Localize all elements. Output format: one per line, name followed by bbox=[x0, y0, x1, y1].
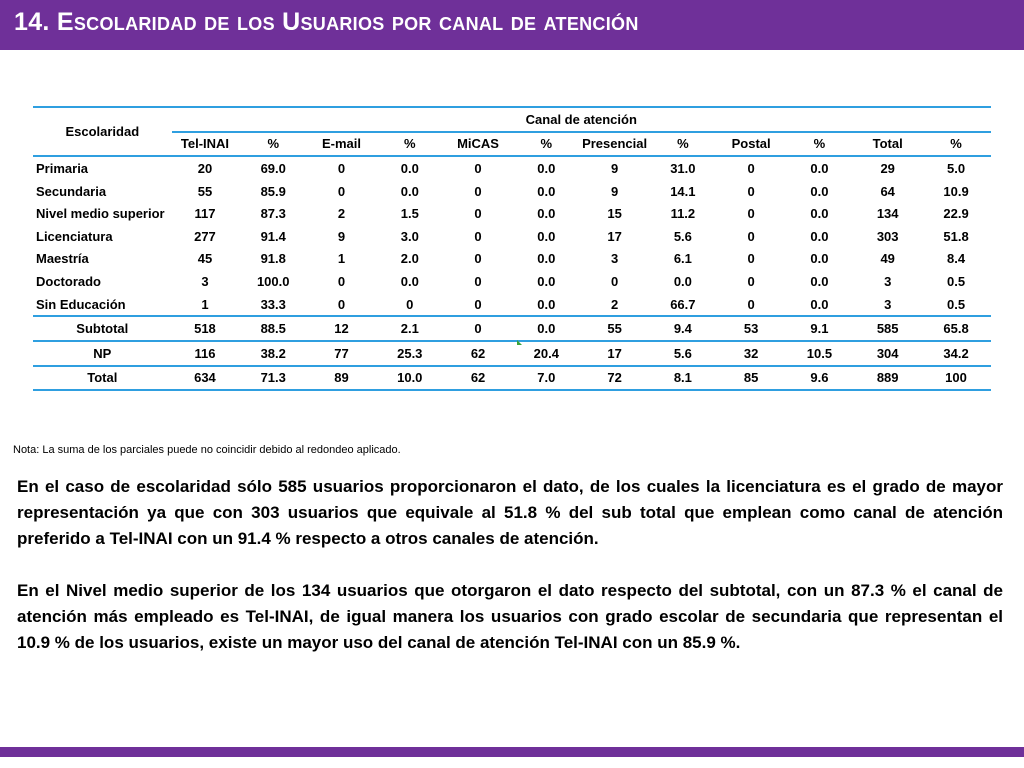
column-header: Postal bbox=[731, 136, 771, 152]
cell: 0 bbox=[337, 273, 346, 289]
cell: 0 bbox=[474, 160, 482, 176]
cell: 5.6 bbox=[673, 345, 692, 361]
table-row-np bbox=[33, 341, 991, 366]
table-row bbox=[33, 248, 991, 271]
cell: 0 bbox=[474, 321, 482, 337]
footer-bar bbox=[0, 747, 1024, 757]
slide-title: 14. Escolaridad de los Usuarios por canal de atención bbox=[14, 8, 639, 36]
cell: 62 bbox=[470, 370, 486, 386]
cell: 0 bbox=[747, 273, 755, 289]
cell: 0 bbox=[747, 160, 755, 176]
cell: 100 bbox=[945, 370, 967, 386]
cell: 17 bbox=[607, 228, 622, 244]
column-header: % bbox=[403, 136, 416, 152]
cell: 55 bbox=[197, 183, 213, 199]
cell: 53 bbox=[743, 321, 759, 337]
cell: 0 bbox=[610, 273, 619, 289]
cell: 38.2 bbox=[260, 345, 286, 361]
column-header: % bbox=[813, 136, 826, 152]
cell: 0 bbox=[337, 160, 346, 176]
table-row bbox=[33, 270, 991, 293]
row-label: Maestría bbox=[36, 251, 89, 267]
cell: 33.3 bbox=[260, 296, 286, 312]
cell: 0 bbox=[474, 273, 482, 289]
cell: 0 bbox=[474, 251, 482, 267]
cell: 9 bbox=[610, 183, 619, 199]
cell: 20 bbox=[197, 160, 213, 176]
cell: 0.0 bbox=[537, 296, 556, 312]
cell: 65.8 bbox=[943, 321, 969, 337]
cell: 9.6 bbox=[810, 370, 829, 386]
cell: 0.0 bbox=[537, 273, 556, 289]
cell: 14.1 bbox=[670, 183, 696, 199]
row-header: Escolaridad bbox=[33, 107, 172, 156]
cell: 0 bbox=[747, 251, 755, 267]
table-row bbox=[33, 180, 991, 203]
cell: 20.4 bbox=[533, 345, 559, 361]
table-row-subtotal bbox=[33, 316, 991, 341]
cell: 45 bbox=[197, 251, 213, 267]
table-row bbox=[33, 225, 991, 248]
row-label: NP bbox=[93, 345, 112, 361]
cell: 29 bbox=[880, 160, 895, 176]
cell: 3 bbox=[610, 251, 619, 267]
cell: 0.0 bbox=[810, 228, 829, 244]
paragraph: En el Nivel medio superior de los 134 usuarios que otorgaron el dato respecto del subtotal, con un 87.3 % el canal de atención más empleado es Tel-INAI, de igual manera los usuarios con grado escolar de secundaria que representan el 10.9 % de los usuarios, existe un mayor uso del canal de atención Tel-INAI con un 85.9 %. bbox=[17, 581, 1003, 652]
cell: 3 bbox=[884, 273, 892, 289]
cell: 64 bbox=[880, 183, 895, 199]
cell: 91.8 bbox=[260, 251, 286, 267]
cell: 0.0 bbox=[400, 183, 419, 199]
row-label: Primaria bbox=[36, 160, 89, 176]
cell: 1.5 bbox=[400, 206, 419, 222]
cell: 0.0 bbox=[537, 160, 556, 176]
cell: 88.5 bbox=[260, 321, 286, 337]
cell: 32 bbox=[743, 345, 759, 361]
cell-comment-marker bbox=[517, 340, 522, 345]
cell: 0 bbox=[406, 296, 414, 312]
cell: 2 bbox=[337, 206, 346, 222]
cell: 15 bbox=[607, 206, 622, 222]
cell: 0.0 bbox=[537, 206, 556, 222]
column-header: % bbox=[950, 136, 962, 152]
cell: 0 bbox=[474, 228, 482, 244]
row-label: Total bbox=[87, 370, 118, 386]
cell: 66.7 bbox=[670, 296, 696, 312]
column-header: Presencial bbox=[582, 136, 648, 152]
column-header: Total bbox=[872, 136, 903, 152]
cell: 17 bbox=[607, 345, 622, 361]
cell: 5.6 bbox=[673, 228, 692, 244]
cell: 10.9 bbox=[943, 183, 969, 199]
cell: 62 bbox=[470, 345, 486, 361]
cell: 3 bbox=[201, 273, 209, 289]
cell: 1 bbox=[337, 251, 346, 267]
row-label: Licenciatura bbox=[36, 228, 113, 244]
cell: 0 bbox=[747, 296, 755, 312]
cell: 116 bbox=[194, 345, 216, 361]
cell: 0 bbox=[337, 183, 346, 199]
cell: 91.4 bbox=[260, 228, 286, 244]
cell: 85 bbox=[743, 370, 759, 386]
column-header-row bbox=[33, 132, 991, 157]
cell: 0 bbox=[747, 228, 755, 244]
cell: 889 bbox=[876, 370, 899, 386]
cell: 9 bbox=[610, 160, 619, 176]
table-row bbox=[33, 202, 991, 225]
cell: 100.0 bbox=[256, 273, 290, 289]
cell: 71.3 bbox=[260, 370, 286, 386]
paragraph: En el caso de escolaridad sólo 585 usuarios proporcionaron el dato, de los cuales la licenciatura es el grado de mayor representación ya que con 303 usuarios que equivale al 51.8 % del sub total que emplean como canal de atención preferido a Tel-INAI con un 91.4 % respecto a otros canales de atención. bbox=[17, 477, 1003, 548]
cell: 49 bbox=[880, 251, 895, 267]
cell: 518 bbox=[194, 321, 216, 337]
cell: 0.0 bbox=[537, 251, 556, 267]
cell: 585 bbox=[876, 321, 899, 337]
cell: 89 bbox=[334, 370, 349, 386]
cell: 0 bbox=[474, 183, 482, 199]
cell: 12 bbox=[334, 321, 349, 337]
column-header: E-mail bbox=[321, 136, 361, 152]
cell: 85.9 bbox=[260, 183, 286, 199]
cell: 0.0 bbox=[537, 228, 556, 244]
row-label: Secundaria bbox=[36, 183, 107, 199]
cell: 2.1 bbox=[400, 321, 419, 337]
column-header: % bbox=[677, 136, 689, 152]
cell: 87.3 bbox=[260, 206, 286, 222]
cell: 9 bbox=[337, 228, 346, 244]
cell: 0 bbox=[474, 296, 482, 312]
cell: 31.0 bbox=[670, 160, 696, 176]
cell: 10.0 bbox=[397, 370, 423, 386]
cell: 0.0 bbox=[810, 251, 829, 267]
column-header: % bbox=[540, 136, 553, 152]
cell: 0.5 bbox=[946, 296, 966, 312]
cell: 2.0 bbox=[400, 251, 419, 267]
table-note: Nota: La suma de los parciales puede no coincidir debido al redondeo aplicado. bbox=[13, 444, 401, 456]
column-header: % bbox=[267, 136, 279, 152]
cell: 117 bbox=[194, 206, 216, 222]
table-row-total bbox=[33, 366, 991, 391]
cell: 0.0 bbox=[810, 273, 829, 289]
cell: 0.0 bbox=[810, 296, 829, 312]
cell: 51.8 bbox=[943, 228, 969, 244]
cell: 0 bbox=[474, 206, 482, 222]
cell: 303 bbox=[876, 228, 899, 244]
row-label: Subtotal bbox=[76, 321, 129, 337]
cell: 0 bbox=[747, 183, 755, 199]
cell: 6.1 bbox=[673, 251, 692, 267]
cell: 34.2 bbox=[943, 345, 969, 361]
cell: 69.0 bbox=[260, 160, 286, 176]
cell: 25.3 bbox=[397, 345, 423, 361]
cell: 9.1 bbox=[810, 321, 829, 337]
column-header: Tel-INAI bbox=[180, 136, 230, 152]
cell: 277 bbox=[194, 228, 216, 244]
table-row bbox=[33, 293, 991, 317]
cell: 0.0 bbox=[673, 273, 692, 289]
table-row bbox=[33, 156, 991, 180]
cell: 0.0 bbox=[537, 183, 556, 199]
cell: 3.0 bbox=[400, 228, 419, 244]
cell: 0.0 bbox=[810, 206, 829, 222]
cell: 0.0 bbox=[400, 273, 419, 289]
cell: 0 bbox=[337, 296, 346, 312]
cell: 77 bbox=[334, 345, 349, 361]
cell: 22.9 bbox=[943, 206, 969, 222]
row-label: Nivel medio superior bbox=[36, 206, 165, 222]
cell: 72 bbox=[607, 370, 622, 386]
escolaridad-table bbox=[33, 106, 991, 391]
cell: 2 bbox=[610, 296, 619, 312]
cell: 0.0 bbox=[810, 183, 829, 199]
title-bar bbox=[0, 0, 1024, 50]
cell: 0.5 bbox=[946, 273, 966, 289]
row-label: Doctorado bbox=[36, 273, 101, 289]
cell: 3 bbox=[884, 296, 892, 312]
cell: 304 bbox=[876, 345, 899, 361]
cell: 5.0 bbox=[946, 160, 966, 176]
row-label: Sin Educación bbox=[36, 296, 126, 312]
cell: 0.0 bbox=[537, 321, 556, 337]
cell: 0.0 bbox=[400, 160, 419, 176]
cell: 134 bbox=[876, 206, 899, 222]
cell: 8.1 bbox=[673, 370, 692, 386]
cell: 0.0 bbox=[810, 160, 829, 176]
group-header: Canal de atención bbox=[172, 107, 991, 132]
cell: 9.4 bbox=[673, 321, 692, 337]
cell: 0 bbox=[747, 206, 755, 222]
cell: 634 bbox=[194, 370, 216, 386]
column-header: MiCAS bbox=[457, 136, 499, 152]
cell: 11.2 bbox=[670, 206, 696, 222]
cell: 10.5 bbox=[806, 345, 833, 361]
cell: 7.0 bbox=[537, 370, 556, 386]
cell: 8.4 bbox=[946, 251, 966, 267]
cell: 1 bbox=[201, 296, 209, 312]
cell: 55 bbox=[607, 321, 622, 337]
